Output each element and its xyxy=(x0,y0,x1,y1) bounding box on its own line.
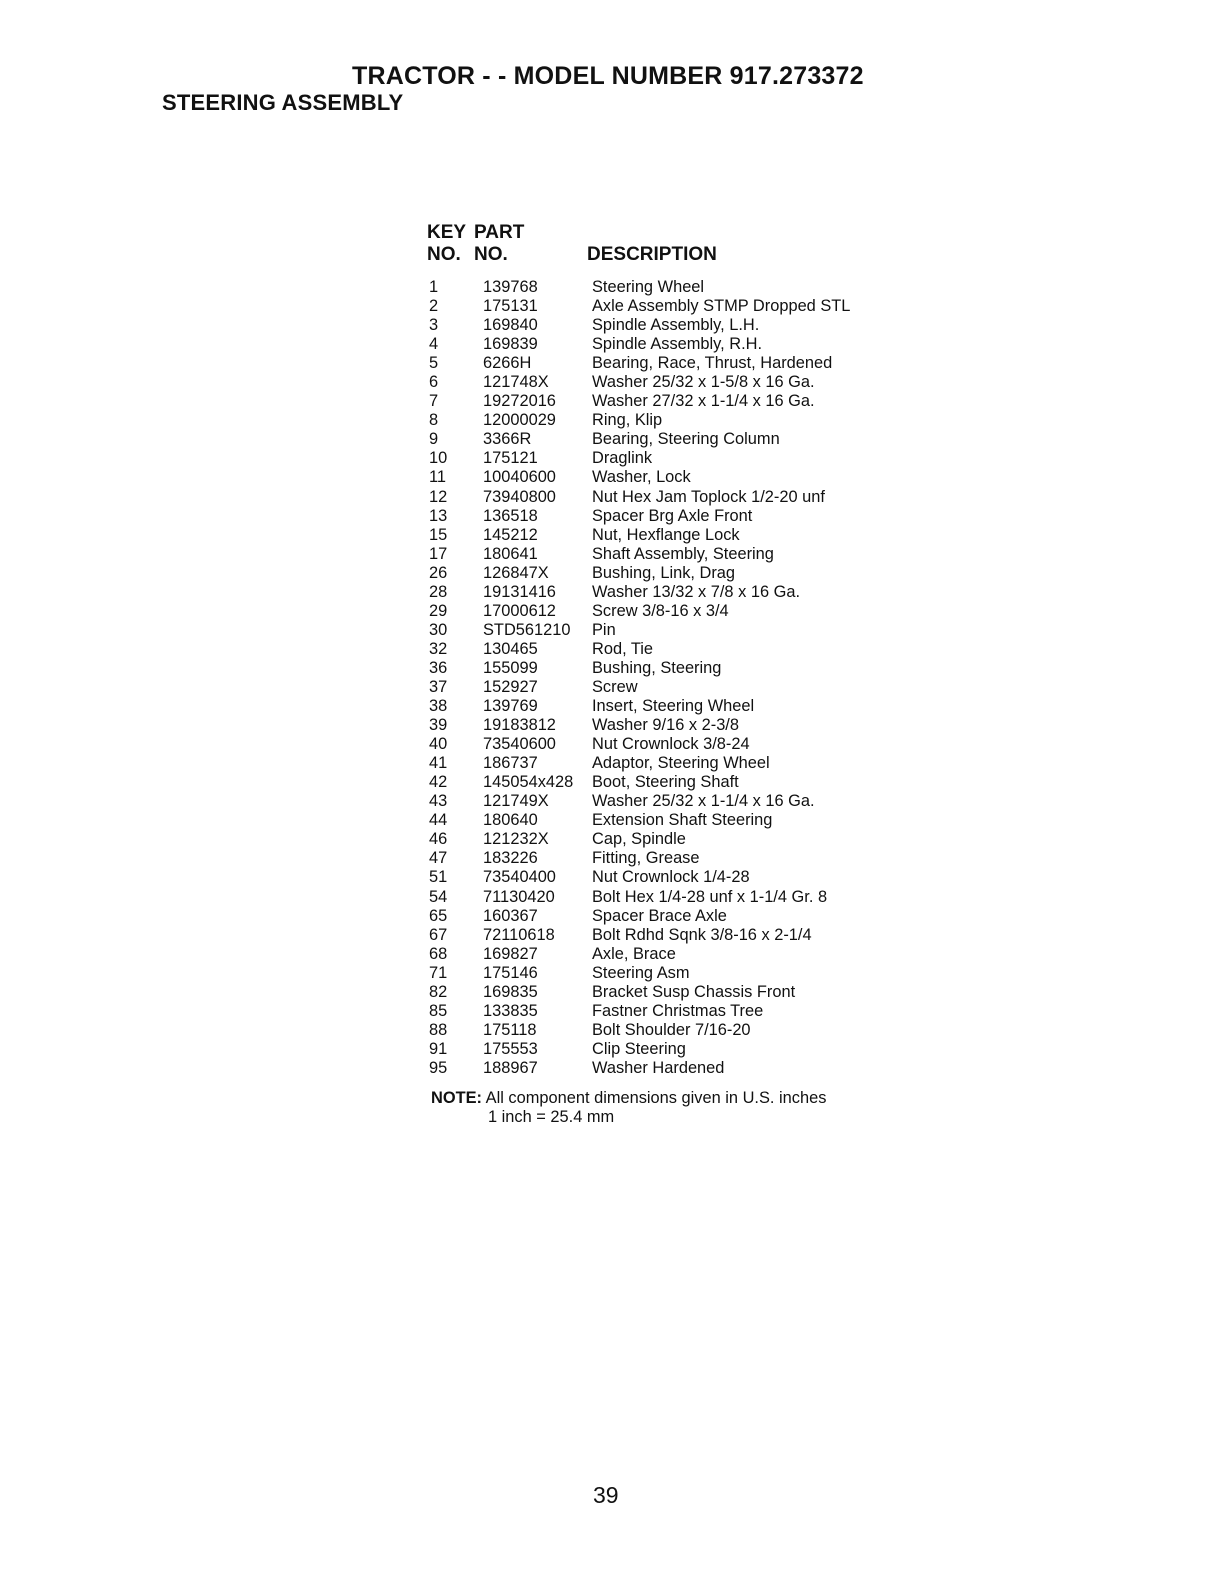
part-number: 175131 xyxy=(483,297,538,316)
key-number: 68 xyxy=(429,944,448,963)
part-description: Cap, Spindle xyxy=(592,830,686,849)
part-description: Bushing, Link, Drag xyxy=(592,563,736,582)
key-number: 12 xyxy=(429,487,448,506)
page-title: TRACTOR - - MODEL NUMBER 917.273372 xyxy=(352,62,864,90)
table-row xyxy=(429,1021,899,1040)
part-number: 136518 xyxy=(483,506,538,525)
part-number: 126847X xyxy=(483,563,549,582)
part-description: Washer 13/32 x 7/8 x 16 Ga. xyxy=(592,582,801,601)
part-description: Washer, Lock xyxy=(592,468,691,487)
col-part-header-line1: PART xyxy=(474,222,525,243)
part-number: 139769 xyxy=(483,697,538,716)
key-number: 29 xyxy=(429,601,448,620)
key-number: 47 xyxy=(429,849,448,868)
key-number: 51 xyxy=(429,868,448,887)
part-description: Spindle Assembly, L.H. xyxy=(592,316,760,335)
table-row xyxy=(429,678,899,697)
part-description: Spacer Brg Axle Front xyxy=(592,506,753,525)
part-description: Bearing, Steering Column xyxy=(592,430,780,449)
key-number: 13 xyxy=(429,506,448,525)
table-row xyxy=(429,354,899,373)
part-number: 188967 xyxy=(483,1058,538,1077)
table-row xyxy=(429,392,899,411)
table-row xyxy=(429,526,899,545)
key-number: 67 xyxy=(429,925,448,944)
table-row xyxy=(429,488,899,507)
table-row xyxy=(429,621,899,640)
key-number: 88 xyxy=(429,1020,448,1039)
note-conversion: 1 inch = 25.4 mm xyxy=(488,1108,615,1126)
part-number: 186737 xyxy=(483,754,538,773)
key-number: 36 xyxy=(429,658,448,677)
part-description: Washer 9/16 x 2-3/8 xyxy=(592,716,739,735)
part-description: Fastner Christmas Tree xyxy=(592,1001,764,1020)
part-number: 160367 xyxy=(483,906,538,925)
part-description: Washer 25/32 x 1-5/8 x 16 Ga. xyxy=(592,373,815,392)
part-description: Draglink xyxy=(592,449,653,468)
part-number: 72110618 xyxy=(483,925,555,944)
key-number: 40 xyxy=(429,735,448,754)
part-description: Axle Assembly STMP Dropped STL xyxy=(592,297,851,316)
table-row xyxy=(429,849,899,868)
part-description: Steering Asm xyxy=(592,963,690,982)
part-number: 3366R xyxy=(483,430,532,449)
key-number: 32 xyxy=(429,639,448,658)
part-number: 19183812 xyxy=(483,716,556,735)
table-row xyxy=(429,926,899,945)
part-number: 169840 xyxy=(483,316,538,335)
part-description: Nut Crownlock 3/8-24 xyxy=(592,735,750,754)
key-number: 82 xyxy=(429,982,448,1001)
key-number: 95 xyxy=(429,1058,448,1077)
table-row xyxy=(429,888,899,907)
table-row xyxy=(429,659,899,678)
key-number: 42 xyxy=(429,773,448,792)
table-row xyxy=(429,945,899,964)
key-number: 3 xyxy=(429,316,439,335)
part-number: 121232X xyxy=(483,830,549,849)
part-description: Screw xyxy=(592,677,638,696)
table-row xyxy=(429,983,899,1002)
part-description: Bolt Rdhd Sqnk 3/8-16 x 2-1/4 xyxy=(592,925,812,944)
table-row xyxy=(429,811,899,830)
key-number: 17 xyxy=(429,544,448,563)
note xyxy=(431,1089,826,1108)
key-number: 91 xyxy=(429,1039,448,1058)
part-description: Pin xyxy=(592,620,616,639)
key-number: 43 xyxy=(429,792,448,811)
key-number: 85 xyxy=(429,1001,448,1020)
key-number: 26 xyxy=(429,563,448,582)
table-row xyxy=(429,430,899,449)
part-description: Washer 27/32 x 1-1/4 x 16 Ga. xyxy=(592,392,815,411)
key-number: 30 xyxy=(429,620,448,639)
table-row xyxy=(429,1040,899,1059)
table-row xyxy=(429,507,899,526)
part-description: Rod, Tie xyxy=(592,639,654,658)
part-number: 121748X xyxy=(483,373,549,392)
part-number: 121749X xyxy=(483,792,549,811)
part-description: Nut Hex Jam Toplock 1/2-20 unf xyxy=(592,487,825,506)
part-number: 71130420 xyxy=(483,887,555,906)
part-number: 139768 xyxy=(483,278,538,296)
section-title: STEERING ASSEMBLY xyxy=(162,90,404,115)
part-description: Boot, Steering Shaft xyxy=(592,773,739,792)
table-row xyxy=(429,278,899,297)
part-number: 175146 xyxy=(483,963,538,982)
part-description: Spindle Assembly, R.H. xyxy=(592,335,763,354)
table-row xyxy=(429,830,899,849)
part-number: 175553 xyxy=(483,1039,538,1058)
table-row xyxy=(429,1002,899,1021)
table-row xyxy=(429,449,899,468)
col-key-header-line1: KEY xyxy=(427,222,467,243)
table-row xyxy=(429,735,899,754)
table-row xyxy=(429,1059,899,1078)
key-number: 71 xyxy=(429,963,448,982)
part-description: Adaptor, Steering Wheel xyxy=(592,754,770,773)
key-number: 1 xyxy=(429,278,439,296)
table-row xyxy=(429,754,899,773)
part-description: Washer 25/32 x 1-1/4 x 16 Ga. xyxy=(592,792,815,811)
part-number: 73540600 xyxy=(483,735,556,754)
part-number: 169839 xyxy=(483,335,538,354)
part-description: Bracket Susp Chassis Front xyxy=(592,982,796,1001)
table-row xyxy=(429,602,899,621)
key-number: 28 xyxy=(429,582,448,601)
part-description: Screw 3/8-16 x 3/4 xyxy=(592,601,729,620)
key-number: 38 xyxy=(429,697,448,716)
table-row xyxy=(429,773,899,792)
col-description-header: DESCRIPTION xyxy=(587,244,717,265)
part-description: Bolt Shoulder 7/16-20 xyxy=(592,1020,751,1039)
key-number: 39 xyxy=(429,716,448,735)
part-number: 133835 xyxy=(483,1001,538,1020)
part-description: Nut, Hexflange Lock xyxy=(592,525,740,544)
key-number: 15 xyxy=(429,525,448,544)
table-row xyxy=(429,297,899,316)
key-number: 11 xyxy=(429,468,447,487)
col-key-header-line2: NO. xyxy=(427,244,461,265)
part-number: 19272016 xyxy=(483,392,556,411)
part-number: 169827 xyxy=(483,944,538,963)
part-number: 152927 xyxy=(483,677,538,696)
table-row xyxy=(429,792,899,811)
part-number: STD561210 xyxy=(483,620,571,639)
table-row xyxy=(429,697,899,716)
part-number: 145054x428 xyxy=(483,773,574,792)
part-number: 17000612 xyxy=(483,601,556,620)
table-row xyxy=(429,907,899,926)
key-number: 54 xyxy=(429,887,448,906)
part-number: 183226 xyxy=(483,849,538,868)
key-number: 65 xyxy=(429,906,448,925)
part-number: 130465 xyxy=(483,639,538,658)
table-row xyxy=(429,411,899,430)
part-number: 175121 xyxy=(483,449,538,468)
part-description: Steering Wheel xyxy=(592,278,705,296)
page-number: 39 xyxy=(593,1482,619,1508)
part-number: 145212 xyxy=(483,525,538,544)
part-description: Clip Steering xyxy=(592,1039,686,1058)
table-row xyxy=(429,468,899,487)
table-row xyxy=(429,335,899,354)
key-number: 6 xyxy=(429,373,439,392)
part-number: 180640 xyxy=(483,811,538,830)
part-description: Washer Hardened xyxy=(592,1058,725,1077)
part-description: Bearing, Race, Thrust, Hardened xyxy=(592,354,833,373)
part-description: Bolt Hex 1/4-28 unf x 1-1/4 Gr. 8 xyxy=(592,887,828,906)
table-row xyxy=(429,868,899,887)
table-row xyxy=(429,545,899,564)
table-row xyxy=(429,316,899,335)
key-number: 10 xyxy=(429,449,448,468)
part-description: Extension Shaft Steering xyxy=(592,811,773,830)
note-label: NOTE: xyxy=(431,1089,482,1107)
note-text: All component dimensions given in U.S. inches xyxy=(485,1089,827,1107)
part-description: Ring, Klip xyxy=(592,411,663,430)
part-description: Insert, Steering Wheel xyxy=(592,697,755,716)
key-number: 41 xyxy=(429,754,448,773)
part-number: 19131416 xyxy=(483,582,556,601)
key-number: 2 xyxy=(429,297,439,316)
table-row xyxy=(429,564,899,583)
table-row xyxy=(429,373,899,392)
key-number: 4 xyxy=(429,335,439,354)
part-description: Spacer Brace Axle xyxy=(592,906,727,925)
part-description: Bushing, Steering xyxy=(592,658,722,677)
part-number: 12000029 xyxy=(483,411,556,430)
key-number: 37 xyxy=(429,677,448,696)
part-number: 155099 xyxy=(483,658,538,677)
part-number: 6266H xyxy=(483,354,532,373)
key-number: 7 xyxy=(429,392,439,411)
key-number: 8 xyxy=(429,411,439,430)
part-number: 180641 xyxy=(483,544,538,563)
part-description: Axle, Brace xyxy=(592,944,676,963)
part-number: 175118 xyxy=(483,1020,537,1039)
part-number: 73940800 xyxy=(483,487,556,506)
parts-list xyxy=(429,278,899,1078)
key-number: 5 xyxy=(429,354,439,373)
col-part-header-line2: NO. xyxy=(474,244,508,265)
table-row xyxy=(429,716,899,735)
part-description: Nut Crownlock 1/4-28 xyxy=(592,868,750,887)
part-number: 10040600 xyxy=(483,468,556,487)
part-number: 73540400 xyxy=(483,868,556,887)
part-description: Fitting, Grease xyxy=(592,849,700,868)
key-number: 44 xyxy=(429,811,448,830)
part-number: 169835 xyxy=(483,982,538,1001)
table-row xyxy=(429,583,899,602)
part-description: Shaft Assembly, Steering xyxy=(592,544,774,563)
table-row xyxy=(429,640,899,659)
key-number: 46 xyxy=(429,830,448,849)
key-number: 9 xyxy=(429,430,439,449)
table-row xyxy=(429,964,899,983)
